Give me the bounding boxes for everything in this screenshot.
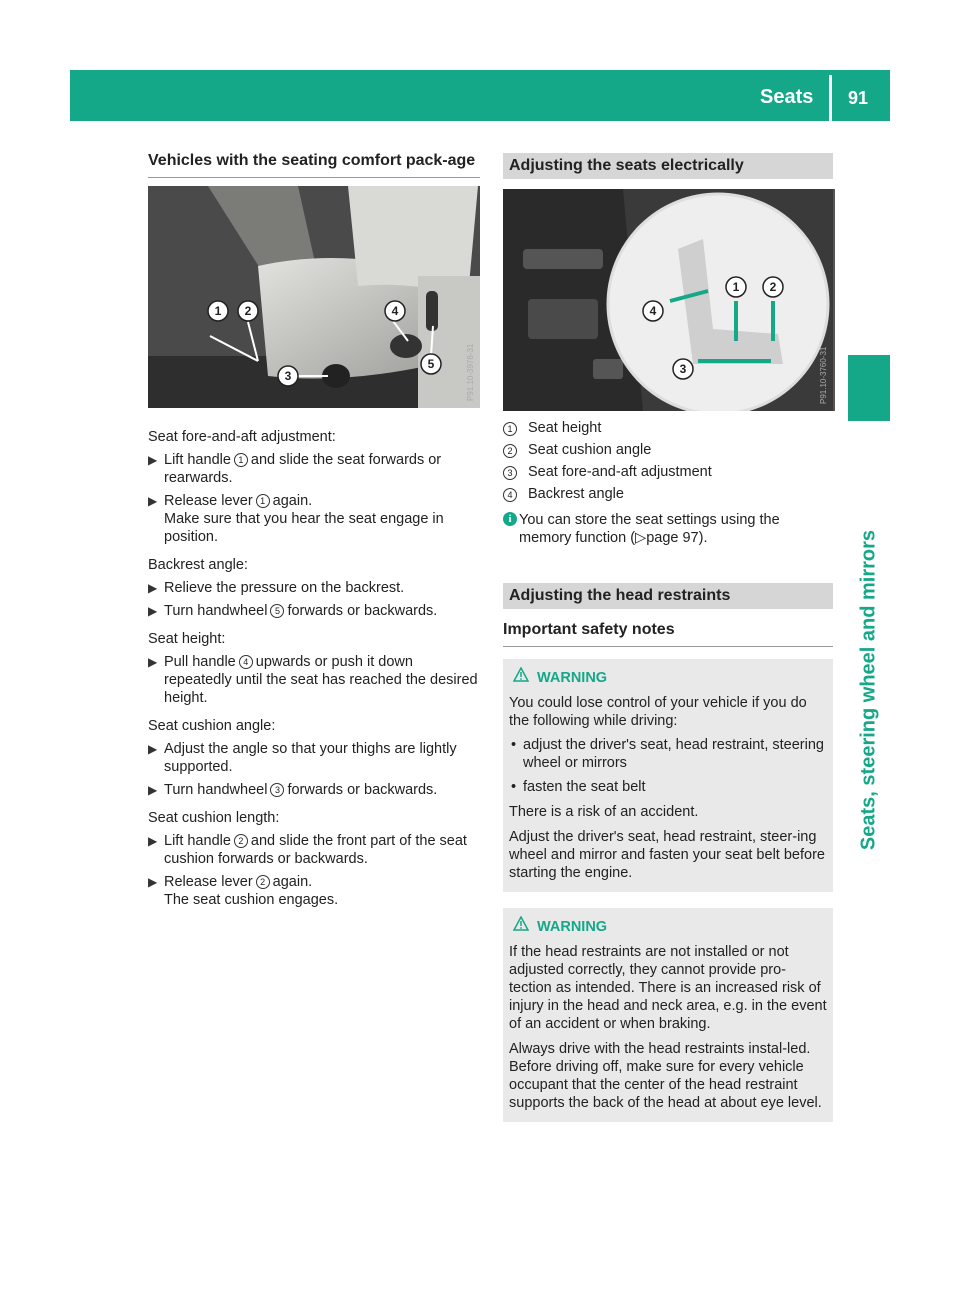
heading-head-restraints: Adjusting the head restraints [503,583,833,609]
right-arrow-icon: ▶ [148,834,158,848]
warning-title: WARNING [509,918,827,936]
right-arrow-icon: ▶ [148,742,158,756]
warning1-risk: There is a risk of an accident. [509,804,699,820]
right-arrow-icon: ▶ [148,655,158,669]
warning2-text1: If the head restraints are not installed or not adjusted correctly, they cannot provide pro-tection as intended. There is an increased risk of injury in the head and neck area, e.g. in the event of an accident or when braking. [509,944,827,1032]
page-reference-arrow-icon: ▷ [635,530,647,546]
heading-rule [148,177,480,178]
seat-controls-figure [148,186,480,408]
legend-item-2: 2 Seat cushion angle [503,441,833,459]
step-cushion-angle-2: ▶ Turn handwheel 3 forwards or backwards. [148,782,438,798]
step-cushion-length-2: ▶ Release lever 2 again. The seat cushion engages. [148,874,339,908]
cushion-angle-title: Seat cushion angle: [148,718,276,734]
step-fore-aft-1: ▶ Lift handle 1 and slide the seat forwards or rearwards. [148,452,442,486]
right-arrow-icon: ▶ [148,875,158,889]
left-column [148,150,480,909]
fig2-label-1: 1 [732,280,740,294]
right-arrow-icon: ▶ [148,783,158,797]
heading-rule [503,646,833,647]
chapter-label: Seats, steering wheel and mirrors [857,529,880,851]
backrest-title: Backrest angle: [148,557,248,573]
height-title: Seat height: [148,631,226,647]
fig2-label-2: 2 [769,280,777,294]
info-note: i You can store the seat settings using the memory function (▷page 97). [503,511,833,547]
figure-code: P91.10-3978-31 [466,343,475,401]
side-tab-marker [848,355,890,421]
warning-triangle-icon [513,667,529,682]
legend-item-1: 1 Seat height [503,419,833,437]
warning1-bullet: • fasten the seat belt [511,779,646,795]
right-arrow-icon: ▶ [148,453,158,467]
right-arrow-icon: ▶ [148,494,158,508]
warning1-advice: Adjust the driver's seat, head restraint, steer-ing wheel and mirror and fasten your seat belt before starting the engine. [509,829,825,881]
fig-label-5: 5 [427,357,435,371]
warning1-intro: You could lose control of your vehicle if you do the following while driving: [509,695,807,729]
fig-label-2: 2 [244,304,252,318]
step-height-1: ▶ Pull handle 4 upwards or push it down repeatedly until the seat has reached the desired height. [148,654,478,706]
cushion-length-title: Seat cushion length: [148,810,280,826]
legend-item-4: 4 Backrest angle [503,485,833,503]
fore-aft-title: Seat fore-and-aft adjustment: [148,429,336,445]
header-divider [829,75,832,121]
warning2-text2: Always drive with the head restraints instal-led. Before driving off, make sure for every vehicle occupant that the center of the head restraint supports the back of the head at about eye level. [509,1041,822,1111]
step-cushion-length-1: ▶ Lift handle 2 and slide the front part of the seat cushion forwards or backwards. [148,833,467,867]
fig2-label-3: 3 [679,362,687,376]
fig2-label-4: 4 [649,304,657,318]
heading-comfort-package: Vehicles with the seating comfort pack-age [148,152,476,169]
electric-seat-switch-figure [503,189,835,411]
step-cushion-angle-1: ▶ Adjust the angle so that your thighs are lightly supported. [148,741,457,775]
heading-safety-notes: Important safety notes [503,621,675,638]
step-fore-aft-2: ▶ Release lever 1 again. Make sure that you hear the seat engage in position. [148,493,444,545]
step-backrest-2: ▶ Turn handwheel 5 forwards or backwards. [148,603,438,619]
warning1-bullet: • adjust the driver's seat, head restraint, steering wheel or mirrors [511,737,824,771]
fig-label-1: 1 [214,304,222,318]
fig-label-3: 3 [284,369,292,383]
step-backrest-1: ▶ Relieve the pressure on the backrest. [148,580,405,596]
right-column [503,153,833,1122]
warning-title: WARNING [509,669,827,687]
legend-item-3: 3 Seat fore-and-aft adjustment [503,463,833,481]
right-arrow-icon: ▶ [148,604,158,618]
warning-box-2 [503,908,833,1122]
warning-triangle-icon [513,916,529,931]
warning-box-1 [503,659,833,892]
figure-code: P91.10-3760-31 [819,346,828,404]
heading-electric-seats: Adjusting the seats electrically [503,153,833,179]
page-reference-link[interactable]: page 97). [646,530,708,546]
right-arrow-icon: ▶ [148,581,158,595]
page-number: 91 [848,88,869,108]
info-icon: i [503,512,517,526]
section-title: Seats [760,86,814,108]
fig-label-4: 4 [391,304,399,318]
